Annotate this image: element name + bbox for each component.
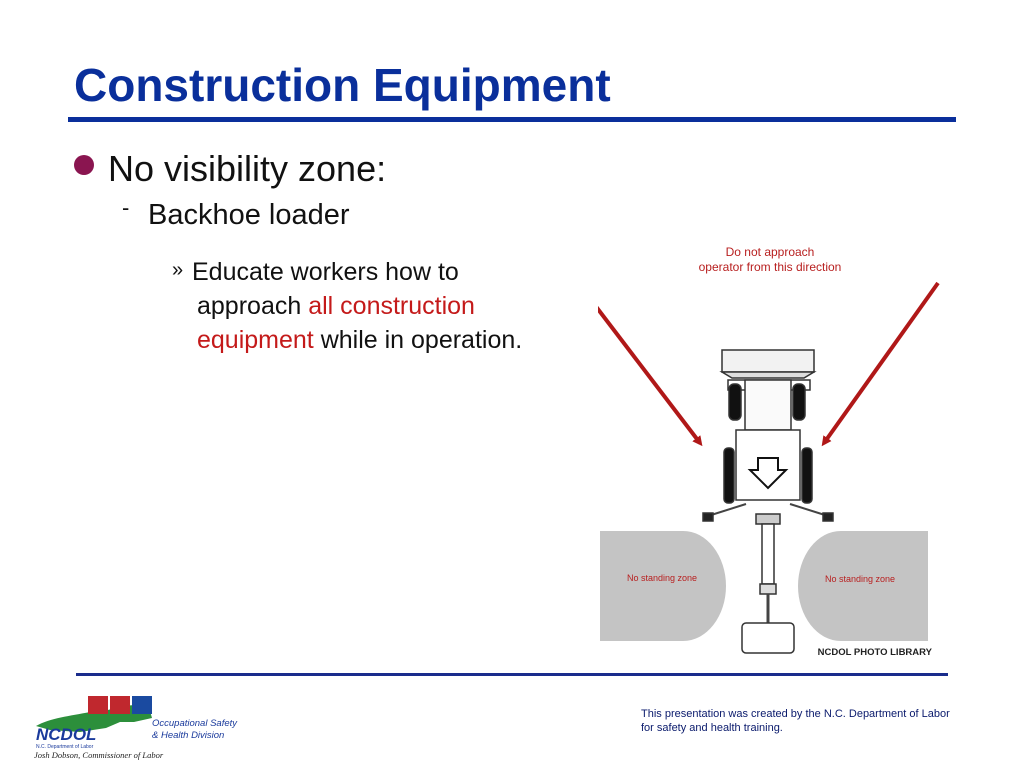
photo-credit: NCDOL PHOTO LIBRARY bbox=[817, 647, 932, 658]
commissioner-name: Josh Dobson, Commissioner of Labor bbox=[34, 750, 164, 760]
division-name-line-2: & Health Division bbox=[152, 730, 225, 741]
logo-block-red bbox=[88, 696, 108, 714]
no-standing-zone-left bbox=[600, 531, 726, 641]
ncdol-logo bbox=[30, 688, 270, 764]
bullet-raquo-marker: » bbox=[172, 259, 184, 281]
bullet-level-1-text: No visibility zone: bbox=[108, 148, 387, 189]
logo-block-blue bbox=[132, 696, 152, 714]
footer-disclaimer: This presentation was created by the N.C. Department of Labor for safety and health training. bbox=[641, 708, 950, 734]
bullet-dot-icon bbox=[74, 155, 94, 175]
bullet-level-2-text: Backhoe loader bbox=[148, 199, 350, 231]
text-plain: while in operation. bbox=[313, 326, 523, 354]
division-name-line-1: Occupational Safety bbox=[152, 718, 238, 729]
logo-block-red-2 bbox=[110, 696, 130, 714]
text-highlight: all construction bbox=[308, 292, 475, 320]
footer-divider bbox=[76, 673, 948, 676]
bullet-level-3-line-3 bbox=[172, 323, 592, 357]
no-standing-zone-right bbox=[798, 531, 928, 641]
diagram-caption-line-2: operator from this direction bbox=[698, 260, 842, 274]
logo-wordmark: NCDOL bbox=[36, 725, 97, 744]
approach-arrow-left-icon bbox=[598, 283, 700, 443]
bullet-level-3 bbox=[172, 255, 592, 357]
diagram-caption-line-1: Do not approach bbox=[725, 245, 815, 259]
logo-subtitle: N.C. Department of Labor bbox=[36, 744, 94, 750]
text-highlight: equipment bbox=[197, 326, 314, 354]
zone-left-label: No standing zone bbox=[626, 573, 698, 583]
approach-arrow-right-icon bbox=[824, 283, 938, 443]
bullet-dash-marker: - bbox=[122, 195, 130, 220]
bullet-level-3-line-2 bbox=[172, 289, 592, 323]
backhoe-visibility-diagram bbox=[598, 238, 943, 663]
title-underline bbox=[68, 117, 956, 122]
zone-right-label: No standing zone bbox=[824, 574, 896, 584]
slide-title: Construction Equipment bbox=[74, 59, 611, 111]
bullet-level-3-line-1: Educate workers how to bbox=[192, 258, 459, 286]
text-plain: approach bbox=[197, 292, 309, 320]
